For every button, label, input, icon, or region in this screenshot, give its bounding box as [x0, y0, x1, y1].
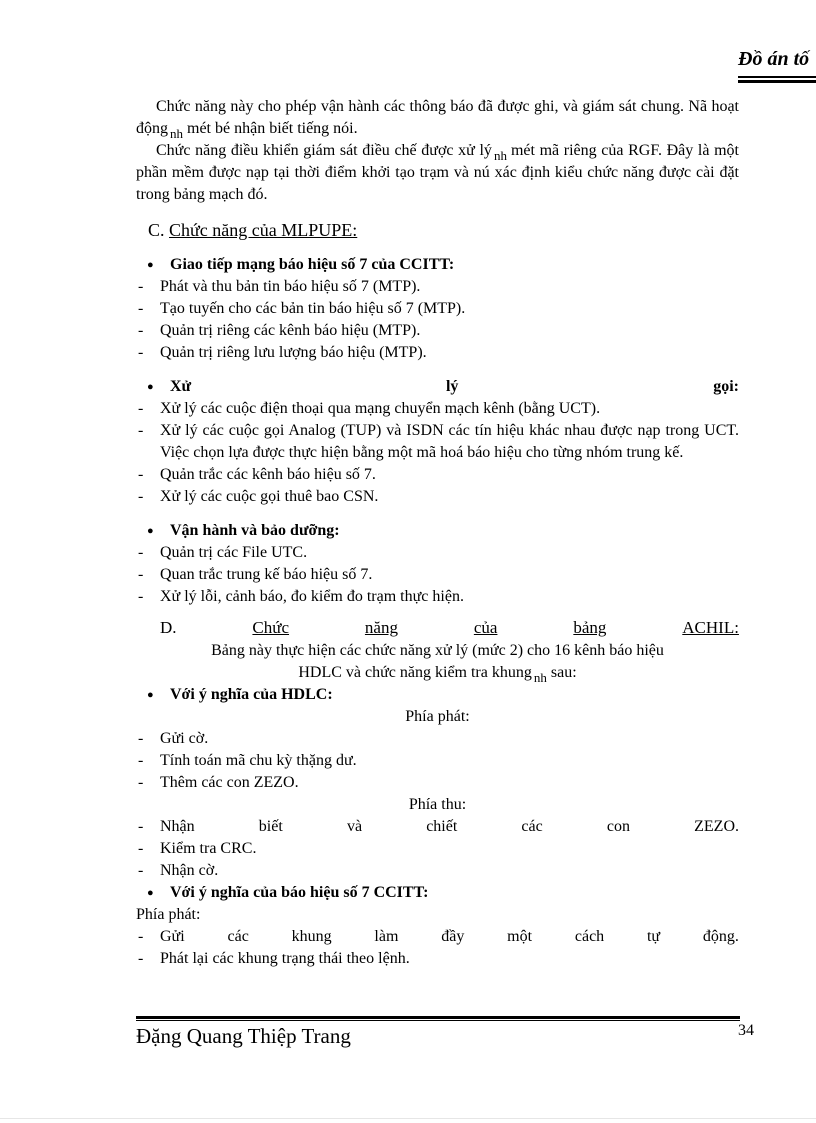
- list-item: - Xử lý các cuộc gọi thuê bao CSN.: [136, 486, 739, 508]
- bullet-heading-ccitt-ss7: ● Với ý nghĩa của báo hiệu số 7 CCITT:: [136, 882, 739, 904]
- list-item: - Tạo tuyến cho các bản tin báo hiệu số 7 (MTP).: [136, 298, 739, 320]
- list-item: - Phát lại các khung trạng thái theo lệnh.: [136, 948, 739, 970]
- list-item: - Gửi cờ.: [136, 728, 739, 750]
- list-item: - Quản trắc các kênh báo hiệu số 7.: [136, 464, 739, 486]
- list-item: - Kiểm tra CRC.: [136, 838, 739, 860]
- list-item: - Quản trị riêng các kênh báo hiệu (MTP).: [136, 320, 739, 342]
- header-rule: [738, 76, 816, 78]
- page-edge: [0, 1118, 816, 1119]
- header-rule-thick: [738, 80, 816, 83]
- send-side-label: Phía phát:: [136, 906, 201, 923]
- list-item: - Nhận biết và chiết các con ZEZO.: [136, 816, 739, 838]
- subscript-fragment: nh: [533, 670, 547, 685]
- bullet-heading-ss7-interface: ● Giao tiếp mạng báo hiệu số 7 của CCITT:: [136, 254, 739, 276]
- list-item: - Tính toán mã chu kỳ thặng dư.: [136, 750, 739, 772]
- section-d-title: D. Chức năng của bảng ACHIL:: [160, 618, 739, 637]
- send-side-label: Phía phát:: [405, 708, 470, 725]
- footer-rule: [136, 1020, 740, 1021]
- section-d-description-line-1: Bảng này thực hiện các chức năng xử lý (mức 2) cho 16 kênh báo hiệu: [211, 642, 664, 659]
- list-item: - Gửi các khung làm đầy một cách tự động.: [136, 926, 739, 948]
- list-item: - Thêm các con ZEZO.: [136, 772, 739, 794]
- receive-side-label: Phía thu:: [408, 796, 467, 813]
- bullet-heading-hdlc: ● Với ý nghĩa của HDLC:: [136, 684, 739, 706]
- list-item: - Xử lý các cuộc gọi Analog (TUP) và ISDN các tín hiệu khác nhau được nạp trong UCT. Việc chọn lựa được thực hiện bằng một mã hoá báo hiệu cho từng nhóm trung kế.: [136, 420, 739, 464]
- page-number: 34: [738, 1022, 754, 1039]
- list-item: - Quan trắc trung kế báo hiệu số 7.: [136, 564, 739, 586]
- list-item: - Phát và thu bản tin báo hiệu số 7 (MTP).: [136, 276, 739, 298]
- section-c-title: C. Chức năng của MLPUPE:: [148, 220, 358, 240]
- intro-paragraph-1: Chức năng này cho phép vận hành các thông báo đã được ghi, và giám sát chung. Nã hoạt động $_{nh}$ mét bé nhận biết tiếng nói.: [136, 98, 739, 141]
- list-item: - Nhận cờ.: [136, 860, 739, 882]
- footer-author: Đặng Quang Thiệp Trang: [136, 1024, 351, 1048]
- list-item: - Xử lý lỗi, cảnh báo, đo kiểm đo trạm thực hiện.: [136, 586, 739, 608]
- list-item: - Quản trị riêng lưu lượng báo hiệu (MTP).: [136, 342, 739, 364]
- page-content: [136, 96, 739, 970]
- footer-rule-thick: [136, 1016, 740, 1019]
- bullet-heading-operation-maintenance: ● Vận hành và bảo dưỡng:: [136, 520, 739, 542]
- intro-paragraph-2: Chức năng điều khiển giám sát điều chế được xử lý $_{nh}$ mét mã riêng của RGF. Đây là một phần mềm được nạp tại thời điểm khởi tạo trạm và nú xác định kiểu chức năng được cài đặt trong bảng mạch đó.: [136, 142, 739, 203]
- subscript-fragment: nh: [170, 126, 183, 141]
- subscript-fragment: nh: [493, 148, 507, 163]
- bullet-heading-call-processing: ● Xử lý gọi:: [136, 376, 739, 398]
- list-item: - Xử lý các cuộc điện thoại qua mạng chuyển mạch kênh (bằng UCT).: [136, 398, 739, 420]
- section-d-description-line-2: HDLC và chức năng kiểm tra khung $_{nh}$ sau:: [298, 664, 577, 685]
- list-item: - Quản trị các File UTC.: [136, 542, 739, 564]
- document-header-title: Đồ án tố: [738, 48, 810, 70]
